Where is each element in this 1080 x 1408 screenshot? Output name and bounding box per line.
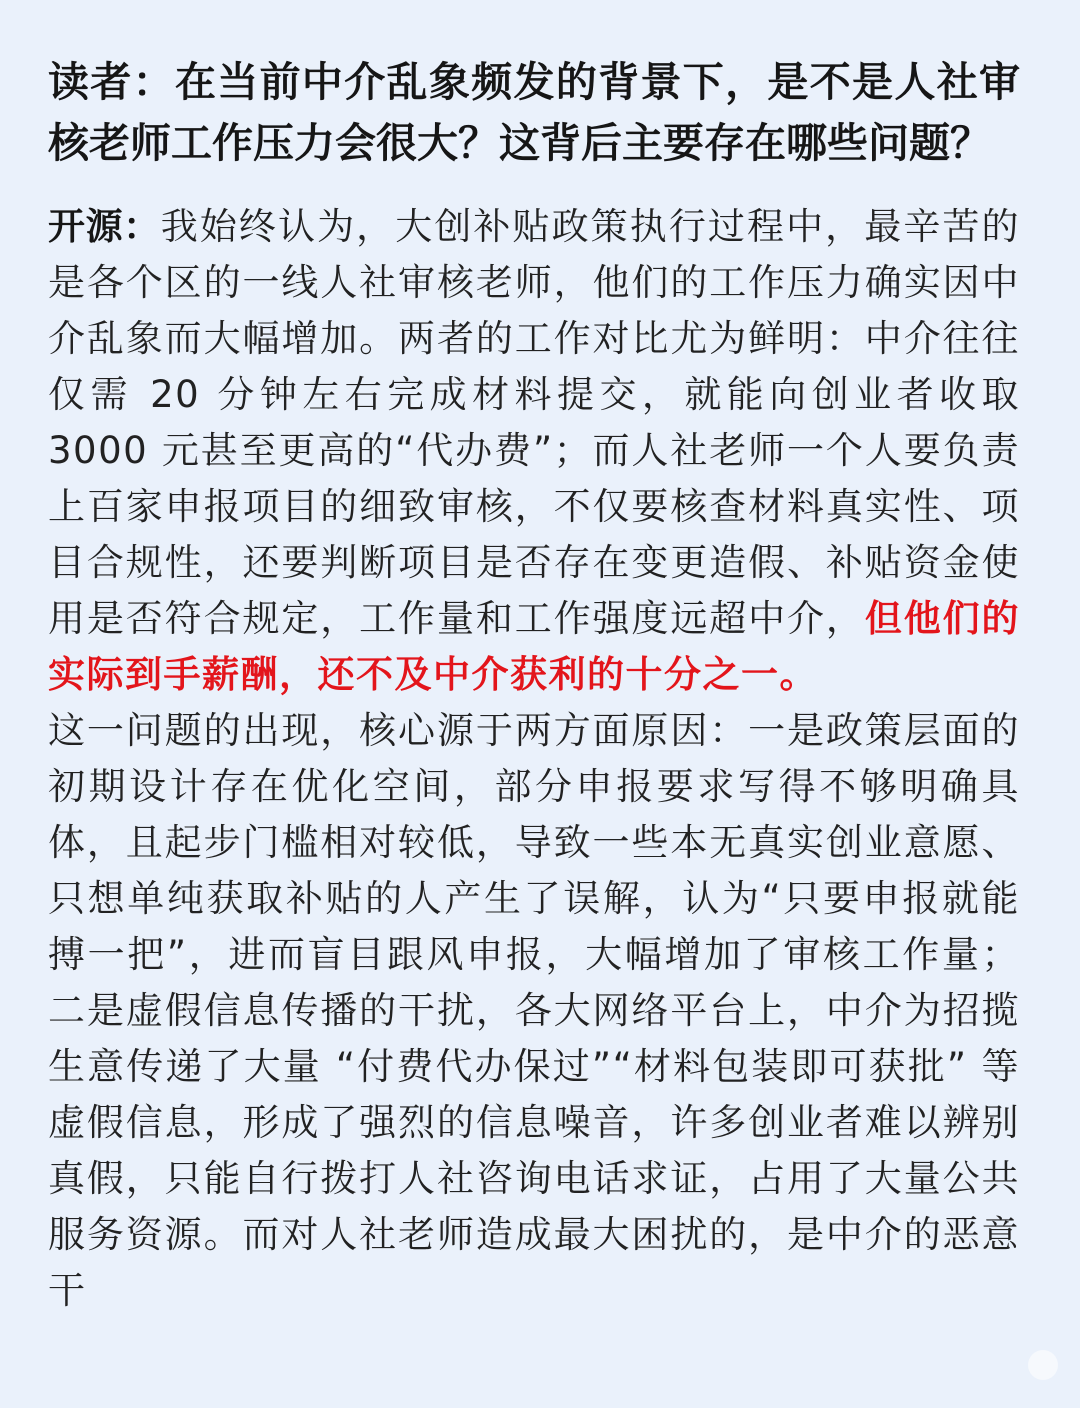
article-body <box>48 52 1020 1319</box>
answer-paragraph-2 <box>48 703 1020 1319</box>
question-text: 在当前中介乱象频发的背景下，是不是人社审核老师工作压力会很大？这背后主要存在哪些问题？ <box>48 58 1021 167</box>
answer-text-1: 我始终认为，大创补贴政策执行过程中，最辛苦的是各个区的一线人社审核老师，他们的工作压力确实因中介乱象而大幅增加。两者的工作对比尤为鲜明：中介往往仅需 20 分钟左右完成材料提交，就能向创业者收取 3000 元甚至更高的“代办费”；而人社老师一个人要负责上百家申报项目的细致审核，不仅要核查材料真实性、项目合规性，还要判断项目是否存在变更造假、补贴资金使用是否符合规定，工作量和工作强度远超中介， <box>48 205 1020 640</box>
answer-speaker-label: 开源： <box>48 204 161 248</box>
question-speaker-label: 读者： <box>48 58 175 106</box>
answer-text-2: 这一问题的出现，核心源于两方面原因：一是政策层面的初期设计存在优化空间，部分申报要求写得不够明确具体，且起步门槛相对较低，导致一些本无真实创业意愿、只想单纯获取补贴的人产生了误解，认为“只要申报就能搏一把”，进而盲目跟风申报，大幅增加了审核工作量；二是虚假信息传播的干扰，各大网络平台上，中介为招揽生意传递了大量 “付费代办保过”“材料包装即可获批” 等虚假信息，形成了强烈的信息噪音，许多创业者难以辨别真假，只能自行拨打人社咨询电话求证，占用了大量公共服务资源。而对人社老师造成最大困扰的，是中介的恶意干 <box>48 709 1020 1312</box>
reader-question <box>48 52 1020 174</box>
answer-paragraph-1 <box>48 198 1020 703</box>
highlighted-statement: 但他们的实际到手薪酬，还不及中介获利的十分之一。 <box>48 597 1020 696</box>
watermark-dot <box>1028 1350 1058 1380</box>
